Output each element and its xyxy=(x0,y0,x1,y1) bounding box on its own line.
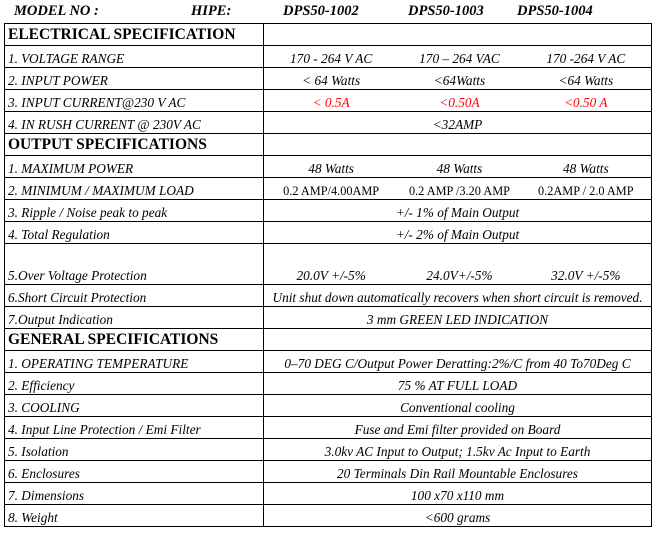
row-value: <64 Watts xyxy=(558,73,614,88)
table-row xyxy=(5,285,652,307)
table-row xyxy=(5,439,652,461)
row-value: 170 - 264 V AC xyxy=(290,51,373,66)
row-label: 4. IN RUSH CURRENT @ 230V AC xyxy=(5,112,264,134)
row-label: 2. Efficiency xyxy=(5,373,264,395)
row-value: 48 Watts xyxy=(436,161,483,176)
row-value: 48 Watts xyxy=(562,161,609,176)
row-value: <600 grams xyxy=(264,505,652,527)
table-row xyxy=(5,68,652,90)
model-1: DPS50-1002 xyxy=(283,3,359,19)
row-label: 6.Short Circuit Protection xyxy=(5,285,264,307)
row-value: 20 Terminals Din Rail Mountable Enclosures xyxy=(264,461,652,483)
table-row xyxy=(5,222,652,244)
section-general xyxy=(5,329,652,351)
row-label: 1. MAXIMUM POWER xyxy=(5,156,264,178)
row-value: 0.2AMP / 2.0 AMP xyxy=(538,184,634,198)
model-header xyxy=(0,0,658,22)
row-label: 3. Ripple / Noise peak to peak xyxy=(5,200,264,222)
row-value: 32.0V +/-5% xyxy=(551,268,621,283)
row-value: 0.2 AMP /3.20 AMP xyxy=(408,184,510,198)
table-row xyxy=(5,417,652,439)
section-title: GENERAL SPECIFICATIONS xyxy=(5,329,264,351)
section-output xyxy=(5,134,652,156)
table-row xyxy=(5,483,652,505)
section-title: OUTPUT SPECIFICATIONS xyxy=(5,134,264,156)
row-value: +/- 1% of Main Output xyxy=(264,200,652,222)
row-value: 20.0V +/-5% xyxy=(296,268,366,283)
row-label: 1. VOLTAGE RANGE xyxy=(5,46,264,68)
row-value: 48 Watts xyxy=(308,161,354,176)
row-value: Conventional cooling xyxy=(264,395,652,417)
section-electrical xyxy=(5,24,652,46)
row-label: 6. Enclosures xyxy=(5,461,264,483)
table-row xyxy=(5,244,652,285)
row-value: 170 – 264 VAC xyxy=(419,51,500,66)
row-value: 75 % AT FULL LOAD xyxy=(264,373,652,395)
row-label: 4. Input Line Protection / Emi Filter xyxy=(5,417,264,439)
table-row xyxy=(5,505,652,527)
row-label: 8. Weight xyxy=(5,505,264,527)
row-label: 7.Output Indication xyxy=(5,307,264,329)
row-value: < 0.5A xyxy=(312,95,350,110)
row-label: 5.Over Voltage Protection xyxy=(5,244,264,285)
row-value: Fuse and Emi filter provided on Board xyxy=(264,417,652,439)
row-label: 7. Dimensions xyxy=(5,483,264,505)
table-row xyxy=(5,156,652,178)
row-value: <64Watts xyxy=(433,73,486,88)
row-value: 170 -264 V AC xyxy=(546,51,626,66)
row-value: 0.2 AMP/4.00AMP xyxy=(283,184,380,198)
table-row xyxy=(5,90,652,112)
table-row xyxy=(5,200,652,222)
row-value: 3 mm GREEN LED INDICATION xyxy=(264,307,652,329)
row-value: <0.50A xyxy=(439,95,480,110)
row-value: < 64 Watts xyxy=(302,73,361,88)
row-value: 3.0kv AC Input to Output; 1.5kv Ac Input to Earth xyxy=(264,439,652,461)
model-3: DPS50-1004 xyxy=(517,3,593,19)
row-value: +/- 2% of Main Output xyxy=(264,222,652,244)
table-row xyxy=(5,112,652,134)
table-row xyxy=(5,395,652,417)
row-label: 3. INPUT CURRENT@230 V AC xyxy=(5,90,264,112)
spec-table xyxy=(4,23,652,527)
row-value: 24.0V+/-5% xyxy=(426,268,493,283)
row-value: 100 x70 x110 mm xyxy=(264,483,652,505)
row-value: 0–70 DEG C/Output Power Deratting:2%/C from 40 To70Deg C xyxy=(264,351,652,373)
model-2: DPS50-1003 xyxy=(408,3,484,19)
row-label: 2. MINIMUM / MAXIMUM LOAD xyxy=(5,178,264,200)
model-label: MODEL NO : xyxy=(14,3,99,19)
row-value: <32AMP xyxy=(264,112,652,134)
row-label: 3. COOLING xyxy=(5,395,264,417)
row-value: <0.50 A xyxy=(564,95,608,110)
row-label: 2. INPUT POWER xyxy=(5,68,264,90)
table-row xyxy=(5,178,652,200)
table-row xyxy=(5,46,652,68)
brand-label: HIPE: xyxy=(191,3,232,19)
row-label: 5. Isolation xyxy=(5,439,264,461)
section-title: ELECTRICAL SPECIFICATION xyxy=(5,24,264,46)
table-row xyxy=(5,461,652,483)
row-value: Unit shut down automatically recovers when short circuit is removed. xyxy=(264,285,652,307)
row-label: 1. OPERATING TEMPERATURE xyxy=(5,351,264,373)
table-row xyxy=(5,351,652,373)
row-label: 4. Total Regulation xyxy=(5,222,264,244)
table-row xyxy=(5,373,652,395)
table-row xyxy=(5,307,652,329)
